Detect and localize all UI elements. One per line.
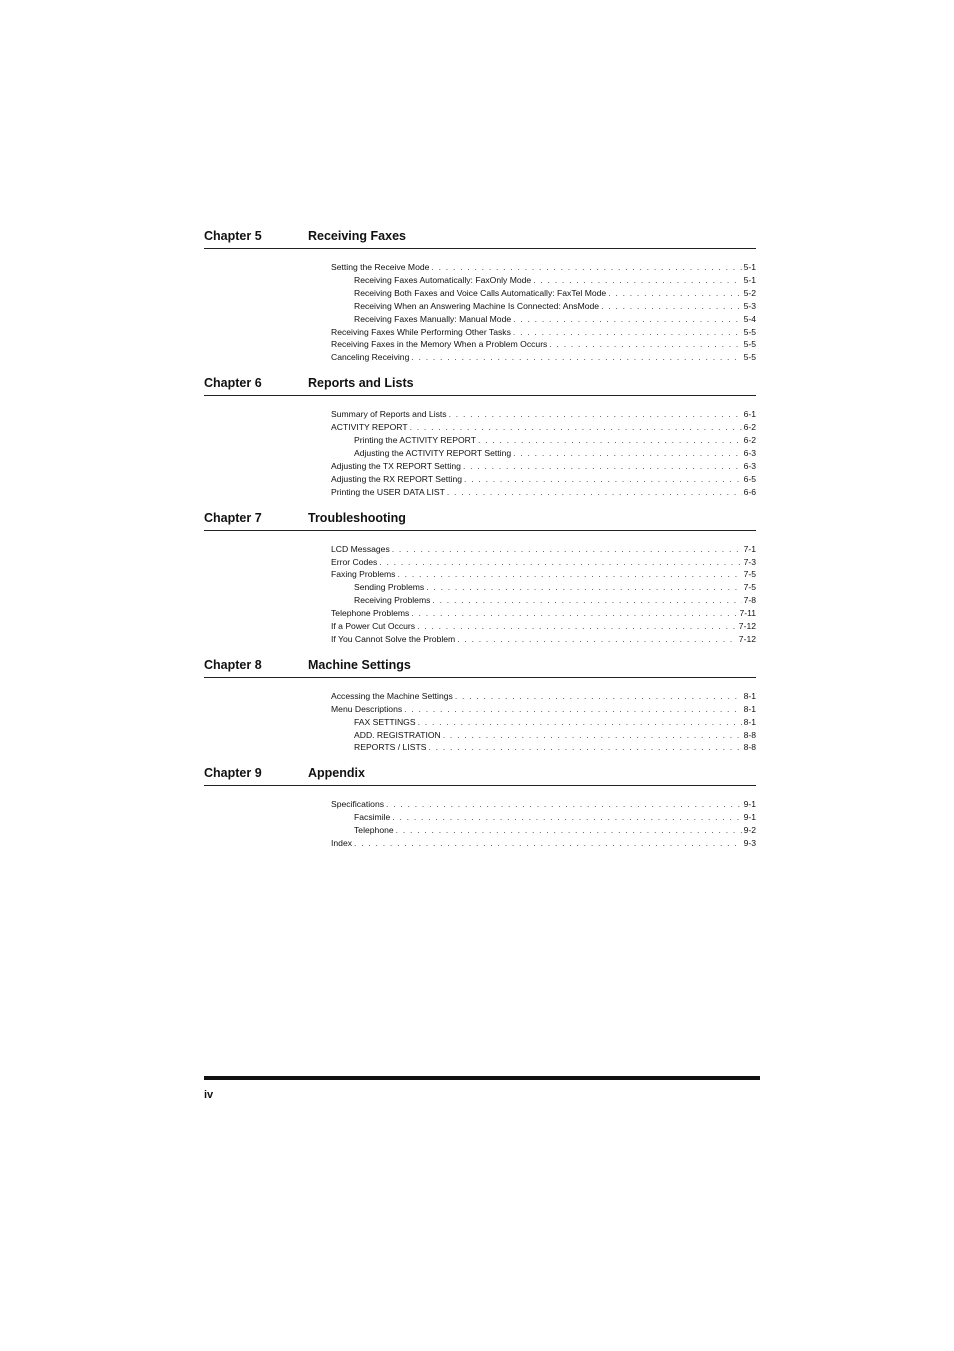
toc-entry-page: 5-5 [743,352,756,363]
toc-entry-page: 7-5 [743,582,756,593]
toc-entry-title: Adjusting the RX REPORT Setting [331,473,463,484]
toc-entry-page: 6-5 [743,473,756,484]
toc-entry-title: Index [331,838,353,849]
toc-entry-page: 9-1 [743,799,756,810]
table-of-contents [204,229,756,862]
toc-entry-list [204,408,756,498]
dot-leader [513,313,741,326]
dot-leader [426,581,741,594]
toc-entry-page: 6-3 [743,460,756,471]
toc-entry-title: Telephone [354,825,394,836]
toc-entry[interactable] [331,313,756,326]
toc-entry-title: Faxing Problems [331,569,396,580]
dot-leader [379,556,741,569]
dot-leader [411,607,737,620]
toc-entry[interactable] [331,716,756,729]
dot-leader [404,703,741,716]
toc-entry-title: Canceling Receiving [331,352,410,363]
toc-entry[interactable] [331,434,756,447]
dot-leader [443,729,742,742]
toc-entry[interactable] [331,837,756,850]
toc-entry-title: Error Codes [331,556,378,567]
chapter-heading [204,511,756,531]
chapter-title: Appendix [308,766,365,781]
toc-entry-page: 5-5 [743,339,756,350]
toc-entry-title: Summary of Reports and Lists [331,409,447,420]
toc-entry-page: 6-1 [743,409,756,420]
toc-entry-page: 8-1 [743,703,756,714]
dot-leader [428,741,741,754]
dot-leader [464,473,742,486]
toc-entry-title: ACTIVITY REPORT [331,422,408,433]
toc-entry-page: 5-5 [743,326,756,337]
toc-entry-title: Adjusting the ACTIVITY REPORT Setting [354,447,512,458]
toc-entry-page: 8-1 [743,716,756,727]
dot-leader [513,447,741,460]
chapter-number: Chapter 8 [204,657,262,672]
toc-entry-page: 5-2 [743,287,756,298]
toc-entry-page: 6-2 [743,435,756,446]
toc-entry[interactable] [331,351,756,364]
toc-entry-title: Receiving When an Answering Machine Is Connected: AnsMode [354,300,600,311]
dot-leader [431,261,741,274]
chapter-heading [204,658,756,678]
toc-entry-title: Receiving Faxes Automatically: FaxOnly Mode [354,274,532,285]
toc-entry-title: Receiving Problems [354,595,431,606]
toc-entry-page: 8-8 [743,742,756,753]
dot-leader [418,716,742,729]
footer-rule [204,1076,760,1080]
toc-entry-title: Adjusting the TX REPORT Setting [331,460,461,471]
dot-leader [455,690,742,703]
toc-entry-title: Specifications [331,799,385,810]
page-number: iv [204,1089,214,1101]
toc-entry-title: Printing the ACTIVITY REPORT [354,435,476,446]
toc-entry-title: Receiving Faxes Manually: Manual Mode [354,313,512,324]
toc-entry-list [204,798,756,850]
toc-entry[interactable] [331,824,756,837]
chapter-section [204,766,756,850]
dot-leader [463,460,742,473]
toc-entry-page: 5-1 [743,274,756,285]
toc-entry-list [204,261,756,364]
toc-entry-page: 7-1 [743,543,756,554]
dot-leader [533,274,741,287]
toc-entry[interactable] [331,690,756,703]
toc-entry[interactable] [331,261,756,274]
dot-leader [549,338,741,351]
chapter-number: Chapter 5 [204,229,262,243]
toc-entry-page: 9-1 [743,812,756,823]
toc-entry[interactable] [331,408,756,421]
dot-leader [513,326,742,339]
toc-entry-title: Sending Problems [354,582,425,593]
toc-entry[interactable] [331,729,756,742]
toc-entry-title: FAX SETTINGS [354,716,416,727]
toc-entry-page: 6-6 [743,486,756,497]
chapter-heading [204,376,756,396]
toc-entry[interactable] [331,300,756,313]
chapter-section [204,229,756,364]
dot-leader [397,568,741,581]
chapter-title: Reports and Lists [308,376,414,391]
toc-entry[interactable] [331,421,756,434]
dot-leader [392,543,742,556]
toc-entry[interactable] [331,703,756,716]
toc-entry[interactable] [331,556,756,569]
toc-entry[interactable] [331,338,756,351]
toc-entry-title: Receiving Faxes in the Memory When a Problem Occurs [331,339,548,350]
toc-entry[interactable] [331,620,756,633]
toc-entry-title: Facsimile [354,812,391,823]
toc-entry[interactable] [331,581,756,594]
toc-entry-title: Accessing the Machine Settings [331,690,453,701]
toc-entry-page: 6-2 [743,422,756,433]
toc-entry[interactable] [331,811,756,824]
toc-entry[interactable] [331,798,756,811]
toc-entry[interactable] [331,473,756,486]
toc-entry[interactable] [331,594,756,607]
chapter-section [204,511,756,646]
chapter-heading [204,766,756,786]
toc-entry-page: 9-2 [743,825,756,836]
toc-entry-page: 9-3 [743,838,756,849]
toc-entry-title: ADD. REGISTRATION [354,729,441,740]
toc-entry[interactable] [331,543,756,556]
chapter-number: Chapter 6 [204,376,262,391]
toc-entry[interactable] [331,607,756,620]
dot-leader [601,300,742,313]
dot-leader [478,434,742,447]
toc-entry[interactable] [331,287,756,300]
toc-entry-page: 7-11 [739,608,756,619]
toc-entry-title: If You Cannot Solve the Problem [331,633,456,644]
dot-leader [457,633,737,646]
dot-leader [447,486,742,499]
toc-entry-page: 5-3 [743,300,756,311]
toc-entry-title: REPORTS / LISTS [354,742,427,753]
toc-entry-page: 6-3 [743,447,756,458]
dot-leader [354,837,742,850]
chapter-section [204,376,756,498]
chapter-heading [204,229,756,249]
toc-entry[interactable] [331,486,756,499]
toc-entry-page: 7-12 [738,621,756,632]
toc-entry[interactable] [331,568,756,581]
toc-entry-list [204,543,756,646]
toc-entry-title: Menu Descriptions [331,703,403,714]
chapter-section [204,658,756,755]
toc-entry-page: 7-8 [743,595,756,606]
toc-entry-title: Receiving Both Faxes and Voice Calls Automatically: FaxTel Mode [354,287,607,298]
toc-entry[interactable] [331,741,756,754]
toc-entry-title: LCD Messages [331,543,390,554]
toc-entry[interactable] [331,633,756,646]
dot-leader [410,421,742,434]
dot-leader [417,620,737,633]
chapter-number: Chapter 7 [204,510,262,525]
toc-entry-page: 7-3 [743,556,756,567]
dot-leader [411,351,741,364]
toc-entry-title: Telephone Problems [331,608,410,619]
toc-entry-page: 5-1 [743,262,756,272]
toc-entry[interactable] [331,326,756,339]
toc-entry[interactable] [331,274,756,287]
dot-leader [392,811,741,824]
dot-leader [449,408,742,421]
dot-leader [396,824,742,837]
dot-leader [432,594,741,607]
toc-entry[interactable] [331,447,756,460]
chapter-title: Machine Settings [308,657,411,672]
toc-entry-title: Receiving Faxes While Performing Other Tasks [331,326,511,337]
toc-entry[interactable] [331,460,756,473]
toc-entry-title: If a Power Cut Occurs [331,621,416,632]
chapter-number: Chapter 9 [204,766,262,781]
chapter-title: Receiving Faxes [308,229,406,243]
chapter-title: Troubleshooting [308,510,406,525]
toc-entry-title: Printing the USER DATA LIST [331,486,445,497]
toc-entry-page: 5-4 [743,313,756,324]
dot-leader [386,798,742,811]
toc-entry-page: 7-5 [743,569,756,580]
dot-leader [608,287,741,300]
toc-entry-title: Setting the Receive Mode [331,262,430,272]
toc-entry-page: 8-1 [743,690,756,701]
toc-entry-page: 7-12 [738,633,756,644]
toc-entry-list [204,690,756,755]
toc-entry-page: 8-8 [743,729,756,740]
